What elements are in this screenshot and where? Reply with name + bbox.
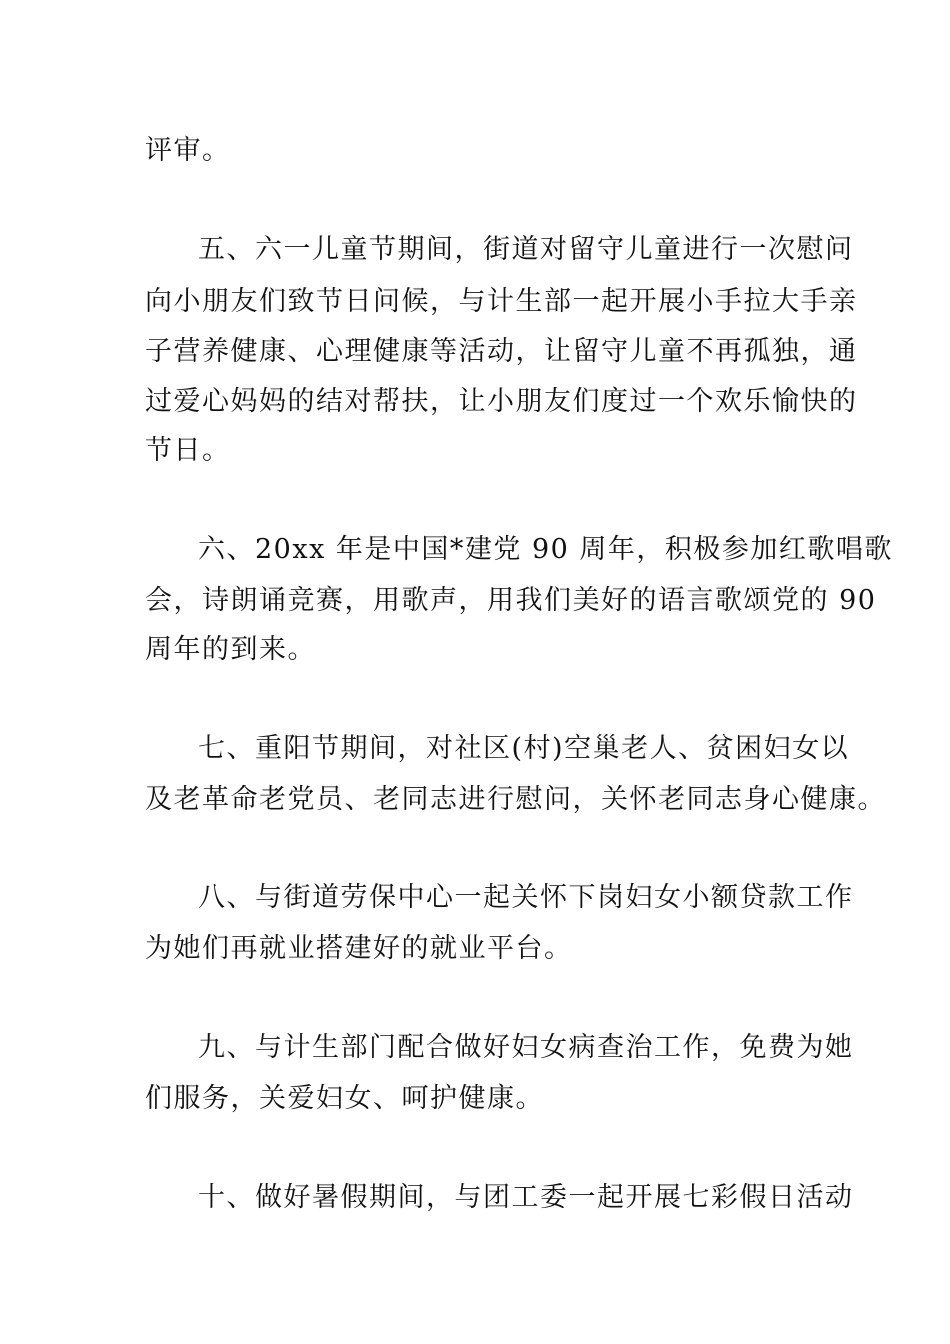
paragraph-5-line-5: 节日。 xyxy=(145,435,231,466)
paragraph-9-line-2: 们服务，关爱妇女、呵护健康。 xyxy=(145,1083,544,1114)
paragraph-4-line-end: 评审。 xyxy=(145,135,231,166)
paragraph-6-line-3: 周年的到来。 xyxy=(145,634,316,665)
paragraph-7-line-1: 七、重阳节期间，对社区(村)空巢老人、贫困妇女以 xyxy=(198,733,850,764)
paragraph-10-line-1: 十、做好暑假期间，与团工委一起开展七彩假日活动 xyxy=(198,1182,854,1213)
paragraph-5-line-3: 子营养健康、心理健康等活动，让留守儿童不再孤独，通 xyxy=(145,336,858,367)
paragraph-5-line-2: 向小朋友们致节日问候，与计生部一起开展小手拉大手亲 xyxy=(145,286,858,317)
paragraph-9-line-1: 九、与计生部门配合做好妇女病查治工作，免费为她 xyxy=(198,1032,854,1063)
paragraph-8-line-1: 八、与街道劳保中心一起关怀下岗妇女小额贷款工作 xyxy=(198,882,854,913)
paragraph-7-line-2: 及老革命老党员、老同志进行慰问，关怀老同志身心健康。 xyxy=(145,784,886,815)
paragraph-6-line-2: 会，诗朗诵竞赛，用歌声，用我们美好的语言歌颂党的 90 xyxy=(145,585,877,616)
paragraph-5-line-4: 过爱心妈妈的结对帮扶，让小朋友们度过一个欢乐愉快的 xyxy=(145,386,858,417)
paragraph-8-line-2: 为她们再就业搭建好的就业平台。 xyxy=(145,933,573,964)
paragraph-5-line-1: 五、六一儿童节期间，街道对留守儿童进行一次慰问 xyxy=(198,234,854,265)
paragraph-6-line-1: 六、20xx 年是中国*建党 90 周年，积极参加红歌唱歌 xyxy=(198,534,893,565)
